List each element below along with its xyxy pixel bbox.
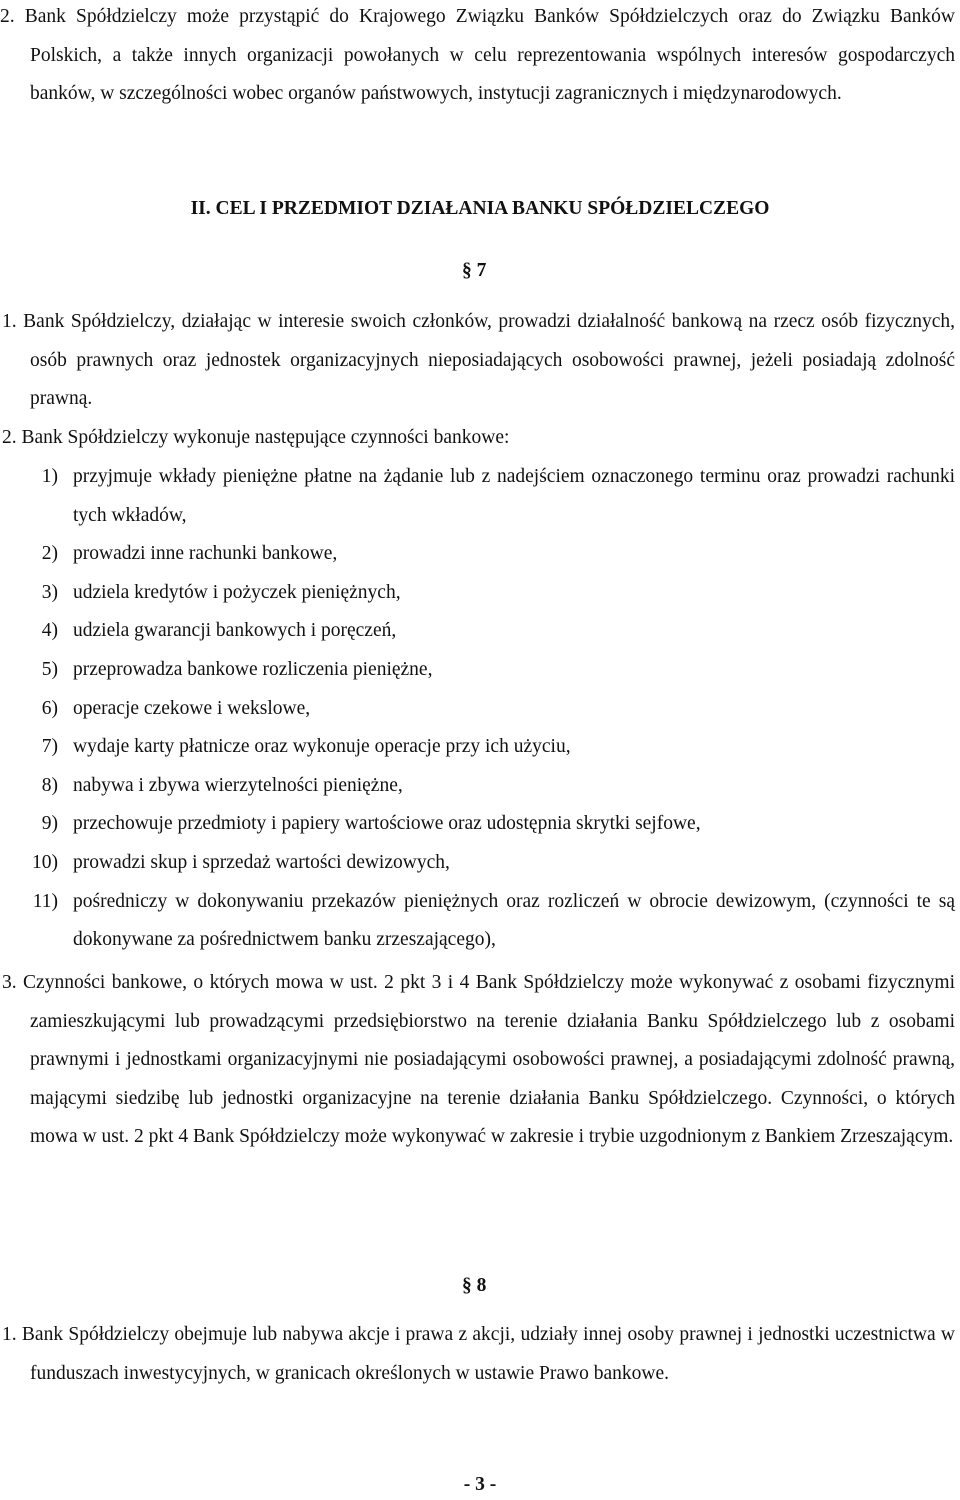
list-item [0,535,955,574]
banking-activities-list [0,458,955,960]
section-7-paragraph-2: 2. Bank Spółdzielczy wykonuje następujące czynności bankowe: [2,427,510,448]
page-number: - 3 - [463,1474,497,1495]
section-8-label: § 8 [462,1275,487,1296]
list-item-number: 2) [41,543,58,565]
list-item-text: przechowuje przedmioty i papiery wartościowe oraz udostępnia skrytki sejfowe, [73,813,701,835]
list-item [0,805,955,844]
list-item-text: prowadzi skup i sprzedaż wartości dewizowych, [73,851,450,873]
list-item-text: nabywa i zbywa wierzytelności pieniężne, [73,774,403,796]
list-item-number: 10) [32,851,58,873]
list-item-text: udziela kredytów i pożyczek pieniężnych, [73,581,401,603]
section-7-paragraph-3: 3. Czynności bankowe, o których mowa w ust. 2 pkt 3 i 4 Bank Spółdzielczy może wykonywać z osobami fizycznymi zamieszkującymi lub prowadzącymi przedsiębiorstwo na terenie działania Banku Spółdzielczego lub z osobami prawnymi i jednostkami organizacyjnymi nie posiadającymi osobowości prawnej, a posiadającymi zdolność prawną, mającymi siedzibę lub jednostki organizacyjne na terenie działania Banku Spółdzielczego. Czynności, o których mowa w ust. 2 pkt 4 Bank Spółdzielczy może wykonywać w zakresie i trybie uzgodnionym z Bankiem Zrzeszającym. [2,972,955,1148]
list-item-text: udziela gwarancji bankowych i poręczeń, [73,620,397,642]
chapter-heading: II. CEL I PRZEDMIOT DZIAŁANIA BANKU SPÓŁDZIELCZEGO [190,198,770,219]
list-item-number: 11) [32,890,58,912]
list-item [0,728,955,767]
list-item-text: przyjmuje wkłady pieniężne płatne na żądanie lub z nadejściem oznaczonego terminu oraz prowadzi rachunki tych wkładów, [73,466,955,526]
list-item-number: 5) [41,658,58,680]
list-item [0,458,955,535]
list-item [0,883,955,960]
paragraph-2-bank-associations: 2. Bank Spółdzielczy może przystąpić do Krajowego Związku Banków Spółdzielczych oraz do Związku Banków Polskich, a także innych organizacji powołanych w celu reprezentowania wspólnych interesów gospodarczych banków, w szczególności wobec organów państwowych, instytucji zagranicznych i międzynarodowych. [0,6,955,105]
list-item [0,612,955,651]
section-7-paragraph-1: 1. Bank Spółdzielczy, działając w interesie swoich członków, prowadzi działalność bankową na rzecz osób fizycznych, osób prawnych oraz jednostek organizacyjnych nieposiadających osobowości prawnej, jeżeli posiadają zdolność prawną. [2,311,955,410]
list-item-number: 6) [41,697,58,719]
list-item-text: prowadzi inne rachunki bankowe, [73,543,338,565]
list-item-number: 9) [41,813,58,835]
section-7-label: § 7 [462,260,487,281]
list-item-number: 3) [41,581,58,603]
list-item-number: 4) [41,620,58,642]
section-8-paragraph-1: 1. Bank Spółdzielczy obejmuje lub nabywa akcje i prawa z akcji, udziały innej osoby prawnej i jednostki uczestnictwa w funduszach inwestycyjnych, w granicach określonych w ustawie Prawo bankowe. [2,1324,955,1384]
list-item-number: 1) [41,466,58,487]
list-item-text: wydaje karty płatnicze oraz wykonuje operacje przy ich użyciu, [73,736,571,758]
list-item-text: pośredniczy w dokonywaniu przekazów pieniężnych oraz rozliczeń w obrocie dewizowym, (czynności te są dokonywane za pośrednictwem banku zrzeszającego), [73,890,955,951]
list-item [0,690,955,729]
list-item [0,767,955,806]
list-item-text: operacje czekowe i wekslowe, [73,697,311,719]
list-item-number: 8) [41,774,58,796]
list-item-number: 7) [41,736,58,758]
list-item [0,651,955,690]
list-item [0,844,955,883]
list-item-text: przeprowadza bankowe rozliczenia pieniężne, [73,658,433,680]
list-item [0,574,955,613]
